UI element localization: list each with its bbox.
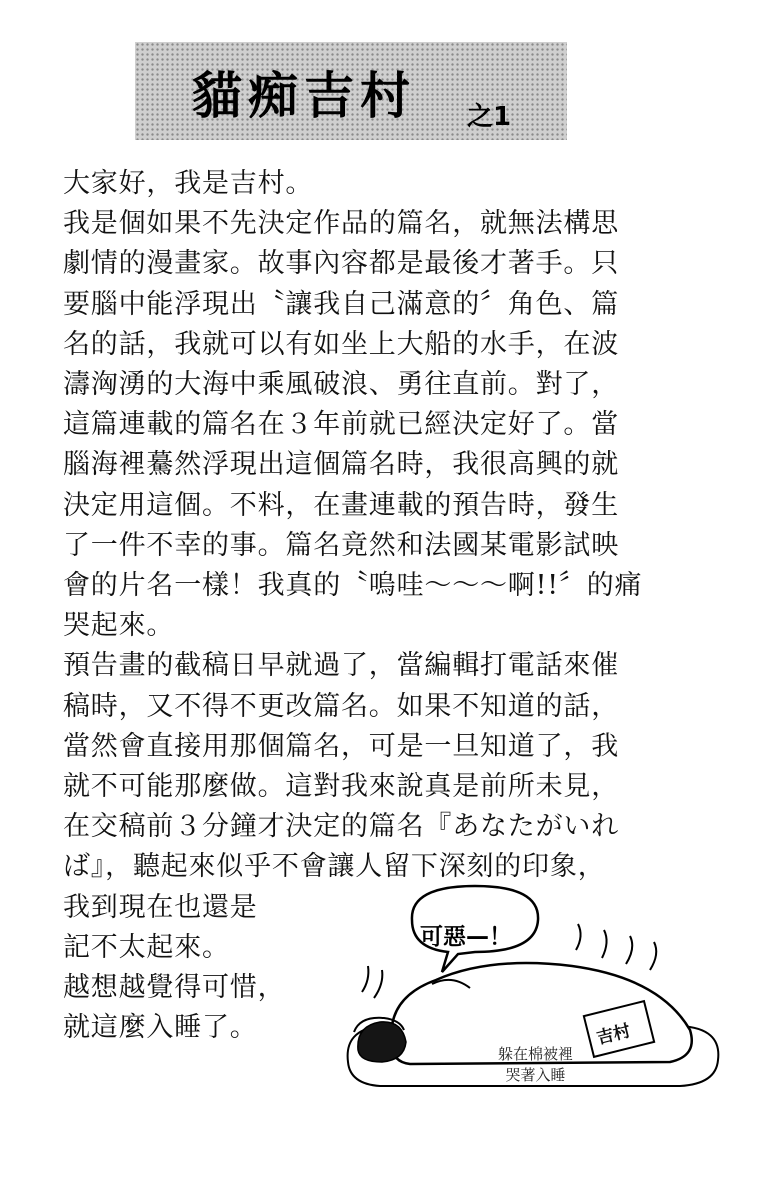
text-line: 越想越覺得可惜，	[63, 972, 286, 1004]
text-line: 決定用這個。不料，在畫連載的預告時，發生	[63, 489, 619, 521]
text-line: 了一件不幸的事。篇名竟然和法國某電影試映	[63, 529, 619, 561]
text-line: 就不可能那麼做。這對我來說真是前所未見，	[63, 771, 619, 803]
text-line: 我是個如果不先決定作品的篇名，就無法構思	[63, 208, 619, 240]
caption-line: 哭著入睡	[505, 1066, 566, 1084]
shout-bubble-text: 可惡—！	[420, 924, 512, 950]
text-line: 名的話，我就可以有如坐上大船的水手，在波	[63, 328, 619, 360]
text-line: 會的片名一樣！我真的〝嗚哇～～～啊!!〞的痛	[63, 570, 643, 602]
text-line: 濤洶湧的大海中乘風破浪、勇往直前。對了，	[63, 369, 619, 401]
illustration-caption	[478, 1044, 593, 1086]
text-line: 就這麼入睡了。	[63, 1012, 258, 1044]
caption-line: 躲在棉被裡	[497, 1045, 573, 1063]
page-title: 貓痴吉村	[192, 67, 416, 125]
issue-number: 之1	[467, 102, 512, 132]
text-line: 腦海裡驀然浮現出這個篇名時，我很高興的就	[63, 449, 619, 481]
text-line: 要腦中能浮現出〝讓我自己滿意的〞角色、篇	[63, 288, 619, 320]
text-line: 劇情的漫畫家。故事內容都是最後才著手。只	[63, 248, 619, 280]
text-line: 記不太起來。	[63, 931, 230, 963]
name-tag-text: 吉村	[594, 1021, 633, 1049]
text-line: 我到現在也還是	[63, 891, 258, 923]
text-line: 大家好，我是吉村。	[63, 168, 314, 199]
hair	[358, 1022, 406, 1062]
text-line: 稿時，又不得不更改篇名。如果不知道的話，	[63, 690, 619, 722]
text-line: 預告畫的截稿日早就過了，當編輯打電話來催	[63, 650, 619, 682]
text-line: 哭起來。	[63, 610, 175, 642]
text-line: ば』，聽起來似乎不會讓人留下深刻的印象，	[63, 851, 606, 883]
text-line: 這篇連載的篇名在３年前就已經決定好了。當	[63, 409, 619, 441]
text-line: 當然會直接用那個篇名，可是一旦知道了，我	[63, 730, 619, 762]
text-line: 在交稿前３分鐘才決定的篇名『あなたがいれ	[63, 811, 619, 843]
